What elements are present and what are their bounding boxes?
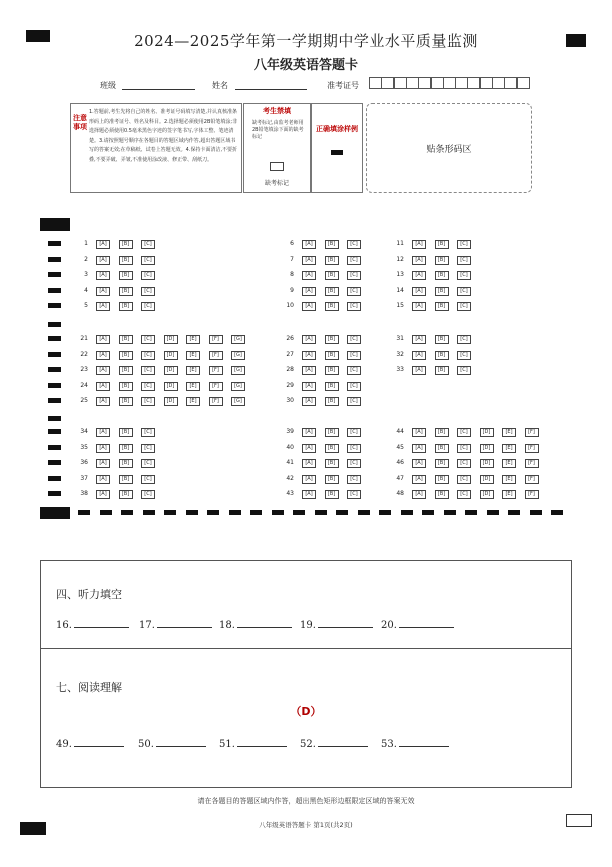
answer-bubble-a[interactable]: [A] [302,351,316,360]
timing-dash [229,510,241,515]
answer-bubble-g[interactable]: [G] [231,397,245,406]
filled-sample-mark [331,150,343,155]
question-number: 36 [80,459,88,466]
timing-dash [121,510,133,515]
timing-dash [164,510,176,515]
timing-dash [272,510,284,515]
timing-dash [100,510,112,515]
reading-item[interactable]: 50. [138,737,206,750]
answer-bubble-a[interactable]: [A] [96,382,110,391]
answer-bubble-a[interactable]: [A] [96,240,110,249]
answer-bubble-b[interactable]: [B] [325,459,339,468]
timing-mark [48,336,61,341]
answer-bubble-c[interactable]: [C] [457,444,471,453]
exam-id-digit-box[interactable] [406,77,419,89]
answer-bubble-e[interactable]: [E] [186,382,200,391]
answer-bubble-b[interactable]: [B] [119,428,133,437]
answer-bubble-b[interactable]: [B] [119,302,133,311]
question-number: 7 [290,255,294,263]
answer-bubble-c[interactable]: [C] [347,366,361,375]
answer-bubble-c[interactable]: [C] [347,240,361,249]
timing-mark [48,460,61,465]
timing-dash [530,510,542,515]
section-marker-top [40,218,70,231]
answer-bubble-a[interactable]: [A] [96,256,110,265]
answer-bubble-e[interactable]: [E] [502,428,516,437]
answer-bubble-a[interactable]: [A] [412,271,426,280]
question-number: 2 [84,255,88,263]
answer-bubble-a[interactable]: [A] [412,475,426,484]
question-number: 46 [396,459,404,466]
answer-bubble-d[interactable]: [D] [164,351,178,360]
answer-bubble-b[interactable]: [B] [325,287,339,296]
question-number: 26 [286,335,294,342]
answer-bubble-b[interactable]: [B] [435,490,449,499]
answer-bubble-b[interactable]: [B] [435,335,449,344]
answer-bubble-b[interactable]: [B] [119,459,133,468]
timing-mark [48,445,61,450]
exam-id-digit-box[interactable] [517,77,530,89]
answer-bubble-d[interactable]: [D] [164,335,178,344]
question-number: 34 [80,428,88,435]
answer-bubble-a[interactable]: [A] [412,428,426,437]
answer-bubble-a[interactable]: [A] [412,335,426,344]
answer-bubble-d[interactable]: [D] [480,459,494,468]
fill-example-title: 正确填涂样例 [316,125,358,133]
answer-bubble-a[interactable]: [A] [302,397,316,406]
timing-dash [207,510,219,515]
answer-bubble-a[interactable]: [A] [96,397,110,406]
timing-mark [48,476,61,481]
answer-bubble-b[interactable]: [B] [119,271,133,280]
timing-dash [186,510,198,515]
page-subtitle: 八年级英语答题卡 [253,58,358,73]
answer-bubble-c[interactable]: [C] [141,397,155,406]
answer-bubble-f[interactable]: [F] [209,335,223,344]
timing-dash [508,510,520,515]
question-number: 43 [286,490,294,497]
question-number: 9 [290,286,294,294]
answer-bubble-c[interactable]: [C] [141,490,155,499]
absent-mark-label: 缺考标记 [264,180,289,187]
reading-passage-label: （D） [290,705,322,718]
answer-bubble-a[interactable]: [A] [302,459,316,468]
class-field[interactable] [122,89,195,90]
answer-bubble-c[interactable]: [C] [347,271,361,280]
answer-bubble-c[interactable]: [C] [141,444,155,453]
answer-bubble-b[interactable]: [B] [119,444,133,453]
answer-bubble-d[interactable]: [D] [164,382,178,391]
timing-dash [444,510,456,515]
section-reading-title: 七、阅读理解 [56,681,122,694]
answer-bubble-a[interactable]: [A] [302,240,316,249]
answer-bubble-b[interactable]: [B] [325,335,339,344]
listening-item[interactable]: 18. [219,618,292,631]
answer-bubble-b[interactable]: [B] [325,351,339,360]
answer-bubble-b[interactable]: [B] [325,366,339,375]
answer-bubble-c[interactable]: [C] [141,428,155,437]
answer-bubble-g[interactable]: [G] [231,382,245,391]
answer-bubble-c[interactable]: [C] [457,428,471,437]
timing-mark [48,303,61,308]
answer-bubble-f[interactable]: [F] [525,444,539,453]
question-number: 44 [396,428,404,435]
answer-bubble-c[interactable]: [C] [457,475,471,484]
answer-bubble-c[interactable]: [C] [141,475,155,484]
timing-dash [358,510,370,515]
listening-item[interactable]: 17. [139,618,212,631]
timing-mark [48,352,61,357]
answer-bubble-c[interactable]: [C] [141,302,155,311]
answer-bubble-e[interactable]: [E] [186,351,200,360]
name-label: 姓名 [212,81,228,90]
answer-bubble-g[interactable]: [G] [231,335,245,344]
notice-text: 1.答题前,考生先将自己的姓名、准考证号码填写清楚,并认真核准条形码上的准考证号、姓名及科目。2.选择题必须使用2B铅笔填涂;非选择题必须使用0.5毫米黑色字迹的签字笔书写,字体工整、笔迹清楚。3.请按照题号顺序在各题目的答题区域内作答,超出答题区域书写的答案无效;在草稿纸、试卷上答题无效。4.保持卡面清洁,不要折叠,不要弄破、弄皱,不准使用涂改液、修正带、刮纸刀。 [89,109,238,163]
answer-bubble-f[interactable]: [F] [209,397,223,406]
answer-bubble-d[interactable]: [D] [164,366,178,375]
answer-bubble-g[interactable]: [G] [231,366,245,375]
answer-bubble-a[interactable]: [A] [96,475,110,484]
answer-bubble-b[interactable]: [B] [119,490,133,499]
question-number: 41 [286,459,294,466]
timing-mark [48,288,61,293]
answer-bubble-a[interactable]: [A] [302,287,316,296]
answer-bubble-f[interactable]: [F] [525,490,539,499]
answer-bubble-a[interactable]: [A] [302,302,316,311]
timing-dash [78,510,90,515]
question-number: 29 [286,381,294,389]
barcode-label: 贴条形码区 [426,145,472,155]
answer-bubble-c[interactable]: [C] [347,428,361,437]
answer-bubble-b[interactable]: [B] [119,382,133,391]
question-number: 22 [80,350,88,358]
timing-dash [143,510,155,515]
answer-bubble-e[interactable]: [E] [502,475,516,484]
answer-bubble-c[interactable]: [C] [141,351,155,360]
exam-id-label: 准考证号 [327,81,359,90]
absent-mark-box[interactable] [270,162,284,171]
answer-bubble-b[interactable]: [B] [325,490,339,499]
question-number: 47 [396,474,404,482]
timing-mark [48,383,61,388]
answer-bubble-e[interactable]: [E] [502,444,516,453]
answer-bubble-b[interactable]: [B] [325,444,339,453]
question-number: 35 [80,443,88,451]
question-number: 31 [396,335,404,342]
answer-bubble-a[interactable]: [A] [302,382,316,391]
answer-bubble-a[interactable]: [A] [302,335,316,344]
examinee-box [243,103,311,193]
timing-mark [48,272,61,277]
timing-mark [48,322,61,327]
question-number: 25 [80,397,88,404]
answer-bubble-f[interactable]: [F] [209,382,223,391]
answer-bubble-c[interactable]: [C] [347,302,361,311]
timing-dash [551,510,563,515]
question-number: 11 [396,240,404,247]
question-number: 32 [396,350,404,358]
question-number: 30 [286,397,294,404]
answer-bubble-c[interactable]: [C] [141,271,155,280]
timing-dash [487,510,499,515]
answer-bubble-b[interactable]: [B] [435,302,449,311]
answer-bubble-b[interactable]: [B] [435,287,449,296]
answer-bubble-d[interactable]: [D] [164,397,178,406]
answer-bubble-c[interactable]: [C] [347,256,361,265]
answer-bubble-c[interactable]: [C] [457,351,471,360]
answer-bubble-c[interactable]: [C] [457,366,471,375]
notice-side-label: 注意事项 [73,114,87,131]
question-number: 28 [286,366,294,373]
answer-bubble-a[interactable]: [A] [96,287,110,296]
listening-item[interactable]: 20. [381,618,454,631]
answer-bubble-b[interactable]: [B] [435,428,449,437]
exam-id-digit-box[interactable] [504,77,517,89]
answer-bubble-c[interactable]: [C] [457,256,471,265]
answer-bubble-a[interactable]: [A] [302,256,316,265]
answer-bubble-a[interactable]: [A] [412,240,426,249]
class-label: 班级 [100,81,116,90]
question-number: 39 [286,428,294,435]
reading-item[interactable]: 49. [56,737,124,750]
notice-box [70,103,242,193]
exam-id-digit-box[interactable] [443,77,456,89]
question-number: 24 [80,381,88,389]
answer-bubble-a[interactable]: [A] [412,490,426,499]
exam-id-digit-box[interactable] [480,77,493,89]
timing-block [40,507,70,519]
page-title: 2024—2025学年第一学期期中学业水平质量监测 [134,32,478,50]
answer-bubble-b[interactable]: [B] [119,287,133,296]
answer-bubble-b[interactable]: [B] [435,475,449,484]
answer-bubble-b[interactable]: [B] [119,335,133,344]
answer-bubble-b[interactable]: [B] [325,271,339,280]
answer-bubble-a[interactable]: [A] [302,490,316,499]
name-field[interactable] [235,89,307,90]
timing-mark [48,241,61,246]
answer-bubble-a[interactable]: [A] [96,271,110,280]
answer-bubble-a[interactable]: [A] [412,366,426,375]
exam-id-digit-box[interactable] [492,77,505,89]
timing-mark [48,398,61,403]
answer-bubble-c[interactable]: [C] [457,287,471,296]
timing-mark [48,416,61,421]
exam-id-digit-box[interactable] [431,77,444,89]
answer-bubble-b[interactable]: [B] [435,256,449,265]
question-number: 42 [286,474,294,482]
barcode-area [366,103,532,193]
question-number: 33 [396,366,404,373]
answer-bubble-b[interactable]: [B] [435,351,449,360]
timing-dash [422,510,434,515]
timing-dash [250,510,262,515]
answer-bubble-a[interactable]: [A] [96,490,110,499]
answer-bubble-c[interactable]: [C] [457,490,471,499]
answer-bubble-c[interactable]: [C] [457,240,471,249]
section-reading-box [40,648,572,788]
answer-bubble-d[interactable]: [D] [480,444,494,453]
answer-bubble-d[interactable]: [D] [480,475,494,484]
answer-bubble-g[interactable]: [G] [231,351,245,360]
answer-bubble-f[interactable]: [F] [525,475,539,484]
answer-bubble-c[interactable]: [C] [347,382,361,391]
examinee-box-text: 缺考标记,由监考老师用2B铅笔填涂下面的缺考标记 [252,120,304,140]
answer-bubble-a[interactable]: [A] [302,271,316,280]
answer-bubble-c[interactable]: [C] [141,256,155,265]
question-number: 27 [286,350,294,358]
answer-bubble-a[interactable]: [A] [96,366,110,375]
timing-dash [336,510,348,515]
footer-page-info: 八年级英语答题卡 第1页(共2页) [259,821,353,829]
answer-bubble-b[interactable]: [B] [119,256,133,265]
answer-bubble-b[interactable]: [B] [435,366,449,375]
timing-mark [48,257,61,262]
answer-bubble-a[interactable]: [A] [96,459,110,468]
answer-bubble-a[interactable]: [A] [412,351,426,360]
timing-mark [48,429,61,434]
question-number: 21 [80,335,88,342]
question-number: 40 [286,443,294,451]
answer-bubble-c[interactable]: [C] [347,287,361,296]
answer-bubble-a[interactable]: [A] [96,428,110,437]
answer-bubble-a[interactable]: [A] [96,302,110,311]
answer-bubble-c[interactable]: [C] [141,382,155,391]
answer-bubble-c[interactable]: [C] [141,459,155,468]
timing-dash [315,510,327,515]
reading-item[interactable]: 51. [219,737,287,750]
answer-bubble-c[interactable]: [C] [347,397,361,406]
answer-bubble-a[interactable]: [A] [412,459,426,468]
question-number: 23 [80,366,88,373]
answer-bubble-b[interactable]: [B] [325,240,339,249]
answer-bubble-e[interactable]: [E] [502,459,516,468]
answer-bubble-a[interactable]: [A] [302,366,316,375]
answer-bubble-c[interactable]: [C] [347,459,361,468]
answer-bubble-b[interactable]: [B] [325,475,339,484]
question-number: 37 [80,474,88,482]
answer-bubble-b[interactable]: [B] [435,444,449,453]
question-number: 13 [396,271,404,278]
question-number: 45 [396,443,404,451]
timing-mark [48,367,61,372]
reading-item[interactable]: 52. [300,737,368,750]
question-number: 15 [396,302,404,309]
answer-bubble-b[interactable]: [B] [325,256,339,265]
answer-bubble-c[interactable]: [C] [347,351,361,360]
answer-bubble-b[interactable]: [B] [119,240,133,249]
answer-bubble-a[interactable]: [A] [412,444,426,453]
timing-dash [465,510,477,515]
answer-bubble-c[interactable]: [C] [347,335,361,344]
answer-bubble-a[interactable]: [A] [96,335,110,344]
answer-bubble-b[interactable]: [B] [325,382,339,391]
answer-bubble-c[interactable]: [C] [457,271,471,280]
answer-bubble-a[interactable]: [A] [96,444,110,453]
answer-bubble-c[interactable]: [C] [141,287,155,296]
answer-bubble-c[interactable]: [C] [347,444,361,453]
question-number: 1 [84,240,88,247]
answer-bubble-b[interactable]: [B] [325,428,339,437]
question-number: 3 [84,271,88,278]
examinee-box-title: 考生禁填 [263,107,291,115]
question-number: 4 [84,286,88,294]
answer-bubble-a[interactable]: [A] [96,351,110,360]
question-number: 12 [396,255,404,263]
question-number: 38 [80,490,88,497]
section-listening-title: 四、听力填空 [56,588,122,601]
timing-dash [401,510,413,515]
answer-bubble-b[interactable]: [B] [119,366,133,375]
timing-dash [293,510,305,515]
question-number: 8 [290,271,294,278]
listening-item[interactable]: 19. [300,618,373,631]
answer-bubble-b[interactable]: [B] [325,397,339,406]
listening-item[interactable]: 16. [56,618,129,631]
answer-bubble-b[interactable]: [B] [435,459,449,468]
answer-bubble-a[interactable]: [A] [302,475,316,484]
question-number: 6 [290,240,294,247]
footer-warning: 请在各题目的答题区域内作答，超出黑色矩形边框限定区域的答案无效 [197,797,415,805]
answer-bubble-a[interactable]: [A] [412,302,426,311]
timing-mark [48,491,61,496]
question-number: 10 [286,302,294,309]
answer-bubble-e[interactable]: [E] [502,490,516,499]
answer-bubble-c[interactable]: [C] [141,240,155,249]
section-listening-box [40,560,572,650]
question-number: 48 [396,490,404,497]
answer-bubble-c[interactable]: [C] [347,475,361,484]
answer-bubble-b[interactable]: [B] [435,271,449,280]
answer-bubble-a[interactable]: [A] [412,287,426,296]
exam-id-digit-box[interactable] [394,77,407,89]
answer-bubble-b[interactable]: [B] [435,240,449,249]
answer-bubble-a[interactable]: [A] [302,444,316,453]
question-number: 5 [84,302,88,309]
answer-bubble-c[interactable]: [C] [457,302,471,311]
exam-id-digit-box[interactable] [418,77,431,89]
answer-bubble-e[interactable]: [E] [186,397,200,406]
answer-bubble-c[interactable]: [C] [141,335,155,344]
answer-bubble-c[interactable]: [C] [347,490,361,499]
reading-item[interactable]: 53. [381,737,449,750]
answer-bubble-b[interactable]: [B] [119,475,133,484]
answer-bubble-b[interactable]: [B] [119,351,133,360]
exam-id-digit-box[interactable] [467,77,480,89]
exam-id-digit-box[interactable] [455,77,468,89]
exam-id-digit-box[interactable] [381,77,394,89]
answer-bubble-a[interactable]: [A] [412,256,426,265]
answer-bubble-b[interactable]: [B] [325,302,339,311]
fill-example-box [311,103,363,193]
answer-bubble-b[interactable]: [B] [119,397,133,406]
answer-bubble-c[interactable]: [C] [141,366,155,375]
timing-dash [379,510,391,515]
answer-bubble-f[interactable]: [F] [209,366,223,375]
answer-bubble-c[interactable]: [C] [457,335,471,344]
answer-bubble-a[interactable]: [A] [302,428,316,437]
answer-bubble-c[interactable]: [C] [457,459,471,468]
answer-bubble-e[interactable]: [E] [186,366,200,375]
answer-bubble-d[interactable]: [D] [480,428,494,437]
answer-bubble-f[interactable]: [F] [525,428,539,437]
answer-bubble-d[interactable]: [D] [480,490,494,499]
question-number: 14 [396,286,404,294]
answer-bubble-e[interactable]: [E] [186,335,200,344]
answer-bubble-f[interactable]: [F] [209,351,223,360]
answer-bubble-f[interactable]: [F] [525,459,539,468]
exam-id-digit-box[interactable] [369,77,382,89]
